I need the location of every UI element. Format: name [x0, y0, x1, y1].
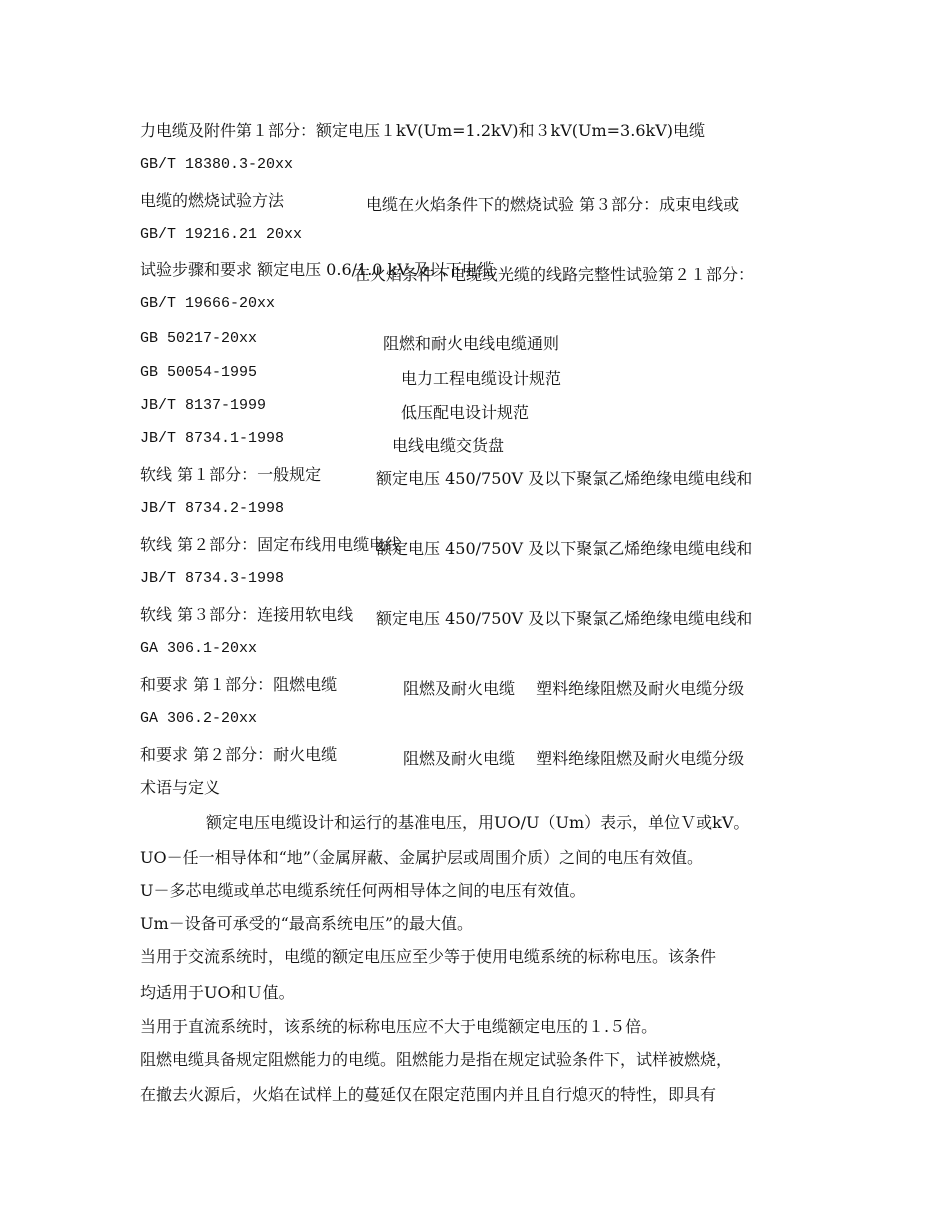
text-line: 软线 第１部分：一般规定 — [140, 465, 322, 484]
standard-title: 电缆在火焰条件下的燃烧试验 第３部分：成束电线或 — [366, 195, 740, 214]
standard-code: GB 50217-20xx — [140, 330, 258, 347]
standard-title: 电线电缆交货盘 — [392, 436, 505, 455]
paragraph-line: U－多芯电缆或单芯电缆系统任何两相导体之间的电压有效值。 — [140, 881, 586, 900]
standard-code: GA 306.1-20xx — [140, 640, 258, 657]
text-line: 软线 第３部分：连接用软电线 — [140, 605, 354, 624]
standard-title: 阻燃及耐火电缆 塑料绝缘阻燃及耐火电缆分级 — [403, 679, 745, 698]
text-line: 和要求 第２部分：耐火电缆 — [140, 745, 338, 764]
standard-title: 额定电压 450/750V 及以下聚氯乙烯绝缘电缆电线和 — [376, 469, 753, 488]
section-heading: 术语与定义 — [140, 778, 221, 797]
standard-title: 低压配电设计规范 — [401, 403, 530, 422]
paragraph-line: Um－设备可承受的“最高系统电压”的最大值。 — [140, 914, 474, 933]
standard-code: JB/T 8734.2-1998 — [140, 500, 285, 517]
text-line: 试验步骤和要求 额定电压 0.6/1.0 kV 及以下电缆 — [140, 260, 494, 279]
text-line: 力电缆及附件第１部分：额定电压１kV(Um=1.2kV)和３kV(Um=3.6kV)电缆 — [140, 121, 705, 140]
standard-code: JB/T 8734.1-1998 — [140, 430, 285, 447]
standard-code: JB/T 8734.3-1998 — [140, 570, 285, 587]
standard-title: 在火焰条件下电缆或光缆的线路完整性试验第２１部分： — [354, 265, 755, 284]
text-line: 电缆的燃烧试验方法 — [140, 191, 285, 210]
standard-code: GB/T 19666-20xx — [140, 295, 276, 312]
standard-title: 阻燃和耐火电线电缆通则 — [383, 334, 560, 353]
standard-title: 电力工程电缆设计规范 — [401, 369, 562, 388]
paragraph-line: 当用于交流系统时，电缆的额定电压应至少等于使用电缆系统的标称电压。该条件 — [140, 947, 717, 966]
standard-code: GB/T 19216.21 20xx — [140, 226, 303, 243]
standard-title: 额定电压 450/750V 及以下聚氯乙烯绝缘电缆电线和 — [376, 539, 753, 558]
standard-code: GB/T 18380.3-20xx — [140, 156, 294, 173]
standard-title: 额定电压 450/750V 及以下聚氯乙烯绝缘电缆电线和 — [376, 609, 753, 628]
paragraph-line: UO－任一相导体和“地”（金属屏蔽、金属护层或周围介质）之间的电压有效值。 — [140, 848, 703, 867]
standard-code: GA 306.2-20xx — [140, 710, 258, 727]
standard-code: GB 50054-1995 — [140, 364, 258, 381]
paragraph-line: 在撤去火源后，火焰在试样上的蔓延仅在限定范围内并且自行熄灭的特性，即具有 — [140, 1085, 717, 1104]
standard-title: 阻燃及耐火电缆 塑料绝缘阻燃及耐火电缆分级 — [403, 749, 745, 768]
paragraph-line: 均适用于UO和Ｕ值。 — [140, 983, 295, 1002]
standard-code: JB/T 8137-1999 — [140, 397, 267, 414]
text-line: 和要求 第１部分：阻燃电缆 — [140, 675, 338, 694]
paragraph-line: 额定电压电缆设计和运行的基准电压，用UO/U（Um）表示，单位Ｖ或kV。 — [206, 813, 750, 832]
paragraph-line: 阻燃电缆具备规定阻燃能力的电缆。阻燃能力是指在规定试验条件下，试样被燃烧， — [140, 1050, 733, 1069]
text-line: 软线 第２部分：固定布线用电缆电线 — [140, 535, 402, 554]
paragraph-line: 当用于直流系统时，该系统的标称电压应不大于电缆额定电压的１.５倍。 — [140, 1017, 658, 1036]
